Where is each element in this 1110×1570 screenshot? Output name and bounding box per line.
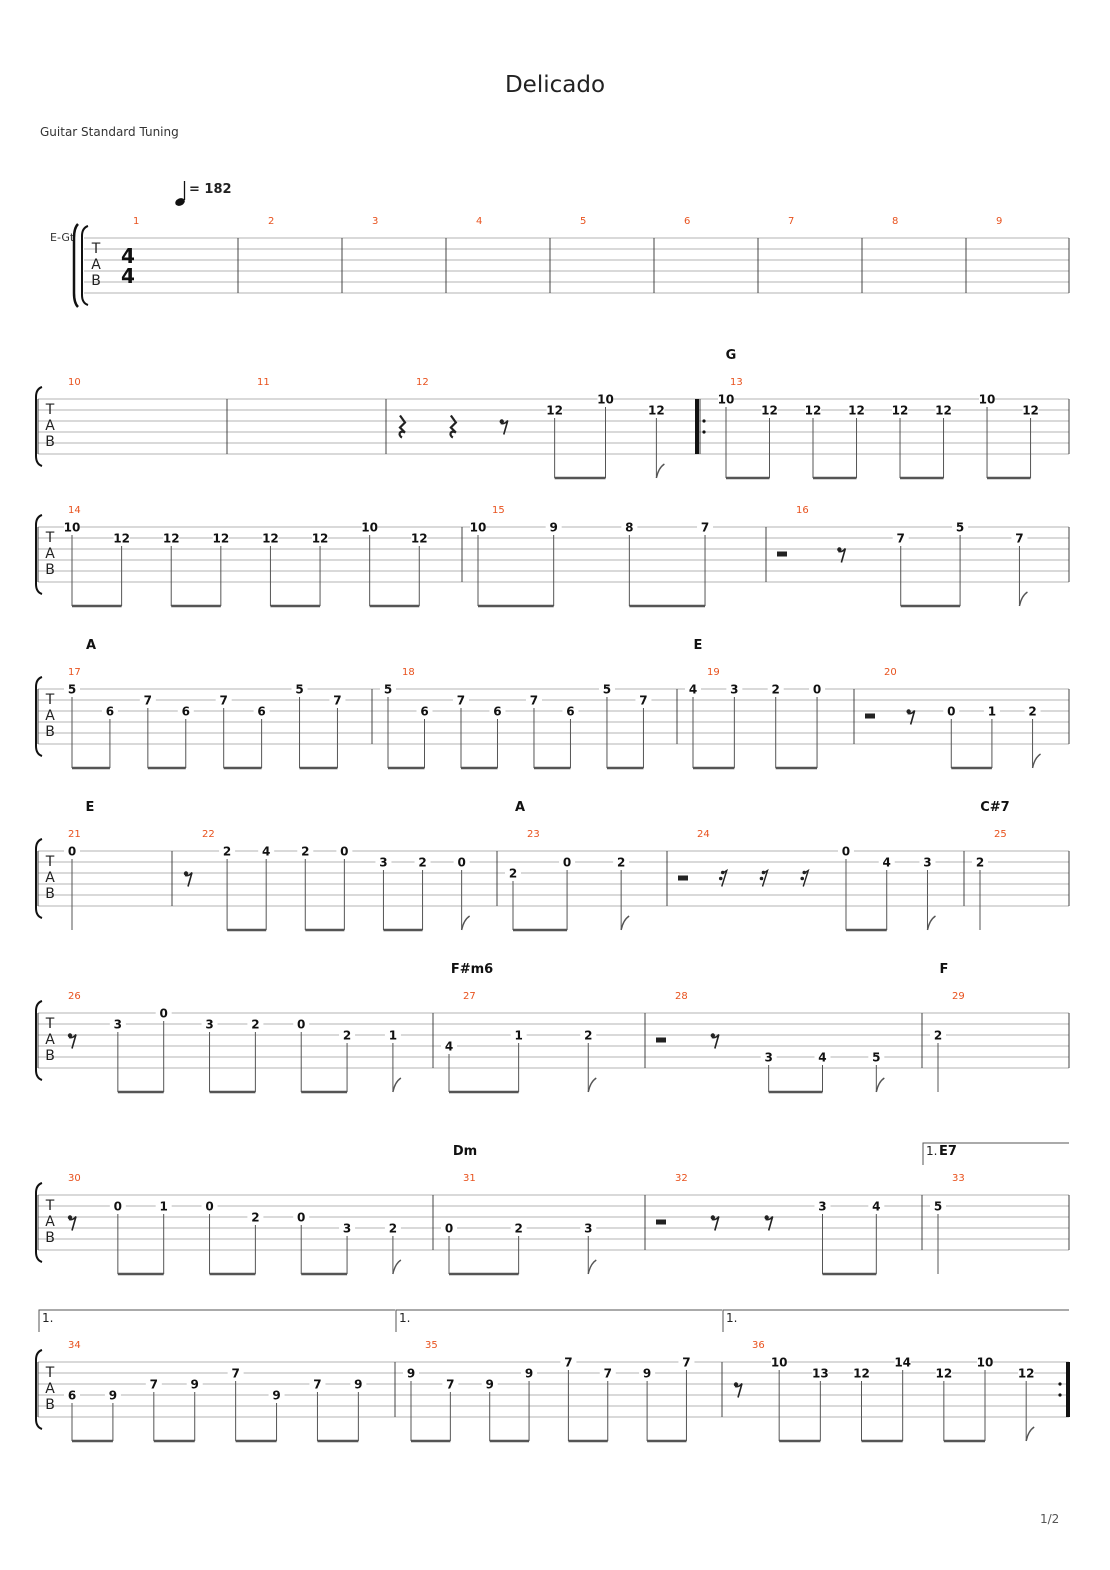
fret-number: 0: [812, 682, 822, 697]
fret-number: 10: [63, 520, 81, 535]
note-flag: [393, 1078, 401, 1092]
bar-number: 30: [68, 1173, 81, 1184]
fret-number: 5: [872, 1050, 881, 1065]
half-rest: [678, 876, 688, 881]
tab-clef-b: B: [45, 434, 55, 450]
tab-clef-t: T: [45, 530, 55, 546]
fret-number: 2: [251, 1210, 260, 1225]
fret-number: 1: [514, 1028, 523, 1043]
note-flag: [621, 916, 629, 930]
fret-number: 4: [262, 844, 271, 859]
fret-number: 12: [1017, 1366, 1035, 1381]
chord-name: F: [939, 962, 949, 977]
fret-number: 3: [379, 855, 388, 870]
tab-clef-b: B: [45, 1397, 55, 1413]
fret-number: 9: [524, 1366, 534, 1381]
fret-number: 2: [616, 855, 626, 870]
measure: [723, 1310, 1070, 1441]
fret-number: 5: [295, 682, 304, 697]
fret-number: 3: [764, 1050, 773, 1065]
measure: [777, 505, 1027, 606]
fret-number: 6: [181, 704, 190, 719]
chord-name: Dm: [452, 1144, 478, 1159]
fret-number: 5: [602, 682, 612, 697]
tab-clef-t: T: [45, 692, 55, 708]
note-flag: [588, 1078, 596, 1092]
bar-number: 16: [796, 505, 809, 516]
measure: [930, 962, 965, 1092]
tab-clef-t: T: [45, 854, 55, 870]
note-flag: [656, 464, 664, 478]
fret-number: 12: [935, 1366, 953, 1381]
fret-number: 10: [978, 392, 996, 407]
bar-number: 9: [996, 216, 1003, 227]
volta-label: 1.: [726, 1311, 738, 1325]
fret-number: 0: [159, 1006, 168, 1021]
tab-system: [36, 505, 1069, 606]
bar-number: 35: [425, 1340, 438, 1351]
fret-number: 2: [418, 855, 427, 870]
repeat-dot: [1058, 1382, 1061, 1385]
fret-number: 12: [848, 403, 865, 418]
bar-number: 7: [788, 216, 795, 227]
volta-bracket: [396, 1310, 722, 1332]
measure: [656, 1173, 884, 1274]
tab-clef-b: B: [45, 1230, 55, 1246]
fret-number: 4: [688, 682, 698, 697]
bar-number: 17: [68, 667, 81, 678]
fret-number: 7: [603, 1366, 612, 1381]
bar-number: 21: [68, 829, 81, 840]
bar-number: 27: [463, 991, 476, 1002]
tab-system: [36, 1310, 1070, 1441]
fret-number: 5: [933, 1199, 943, 1214]
fret-number: 3: [730, 682, 739, 697]
measure: [64, 505, 428, 606]
bar-number: 11: [257, 377, 270, 388]
measure: [39, 1310, 395, 1441]
bar-number: 6: [684, 216, 691, 227]
song-title: Delicado: [504, 72, 606, 98]
fret-number: 7: [639, 693, 648, 708]
fret-number: 3: [342, 1221, 352, 1236]
volta-label: 1.: [926, 1144, 938, 1158]
tuning-label: Guitar Standard Tuning: [40, 125, 179, 139]
fret-number: 7: [333, 693, 342, 708]
fret-number: 7: [143, 693, 153, 708]
fret-number: 10: [976, 1355, 994, 1370]
measure: [695, 348, 1039, 478]
time-signature-bottom: 4: [121, 264, 135, 288]
measure: [268, 216, 274, 227]
measure: [923, 1143, 1069, 1274]
fret-number: 12: [935, 403, 952, 418]
fret-number: 7: [700, 520, 710, 535]
tab-clef-a: A: [45, 870, 55, 886]
measure: [68, 1173, 401, 1274]
bar-number: 3: [372, 216, 379, 227]
measure: [400, 377, 665, 478]
fret-number: 10: [597, 392, 614, 407]
volta-label: 1.: [399, 1311, 411, 1325]
fret-number: 0: [841, 844, 851, 859]
tab-clef-a: A: [45, 1381, 55, 1397]
tab-system: [36, 348, 1069, 478]
sixteenth-rest-dot: [719, 877, 723, 881]
measure: [972, 800, 1010, 930]
page-number: 1/2: [1040, 1512, 1060, 1526]
repeat-dot: [1058, 1393, 1061, 1396]
fret-number: 0: [562, 855, 572, 870]
measure: [470, 505, 713, 606]
repeat-dot: [702, 430, 705, 433]
measure: [684, 216, 690, 227]
fret-number: 12: [648, 403, 665, 418]
measure: [678, 829, 935, 930]
bar-number: 24: [697, 829, 710, 840]
bar-number: 19: [707, 667, 720, 678]
fret-number: 0: [297, 1017, 306, 1032]
measure: [68, 377, 81, 388]
bar-number: 15: [492, 505, 505, 516]
bar-number: 10: [68, 377, 81, 388]
tab-clef-t: T: [45, 1016, 55, 1032]
chord-name: E: [85, 800, 95, 815]
sixteenth-rest-dot: [760, 877, 764, 881]
tab-clef-a: A: [45, 1032, 55, 1048]
fret-number: 12: [311, 531, 329, 546]
fret-number: 7: [682, 1355, 691, 1370]
measure: [441, 1144, 596, 1274]
fret-number: 10: [361, 520, 379, 535]
fret-number: 7: [456, 693, 466, 708]
note-flag: [393, 1260, 401, 1274]
tab-clef-t: T: [91, 241, 101, 257]
fret-number: 7: [564, 1355, 573, 1370]
fret-number: 2: [771, 682, 780, 697]
tab-clef-b: B: [91, 273, 101, 289]
fret-number: 13: [811, 1366, 829, 1381]
chord-name: C#7: [980, 800, 1010, 815]
measure: [996, 216, 1002, 227]
fret-number: 12: [162, 531, 180, 546]
bar-number: 5: [580, 216, 587, 227]
measure: [68, 991, 401, 1092]
fret-number: 6: [566, 704, 575, 719]
fret-number: 3: [205, 1017, 214, 1032]
fret-number: 10: [717, 392, 735, 407]
tab-system: [36, 638, 1069, 768]
tab-clef-b: B: [45, 562, 55, 578]
bar-number: 36: [752, 1340, 765, 1351]
fret-number: 7: [896, 531, 905, 546]
fret-number: 2: [222, 844, 232, 859]
bar-number: 20: [884, 667, 897, 678]
fret-number: 2: [508, 866, 518, 881]
fret-number: 7: [1015, 531, 1024, 546]
fret-number: 3: [584, 1221, 593, 1236]
fret-number: 1: [388, 1028, 398, 1043]
fret-number: 2: [342, 1028, 352, 1043]
tempo-value: = 182: [189, 182, 232, 197]
tab-clef-b: B: [45, 724, 55, 740]
fret-number: 7: [529, 693, 539, 708]
repeat-dot: [702, 419, 705, 422]
tab-clef-a: A: [91, 257, 101, 273]
fret-number: 9: [272, 1388, 281, 1403]
repeat-end-thick: [1066, 1362, 1070, 1417]
fret-number: 3: [818, 1199, 827, 1214]
fret-number: 9: [485, 1377, 494, 1392]
fret-number: 9: [190, 1377, 199, 1392]
tab-system: [74, 216, 1069, 307]
fret-number: 2: [975, 855, 985, 870]
fret-number: 2: [1028, 704, 1037, 719]
fret-number: 4: [872, 1199, 881, 1214]
bar-number: 18: [402, 667, 415, 678]
bar-number: 34: [68, 1340, 81, 1351]
fret-number: 6: [67, 1388, 77, 1403]
measure: [441, 962, 596, 1092]
fret-number: 12: [761, 403, 778, 418]
instrument-name: E-Gt: [50, 231, 75, 244]
measure: [788, 216, 794, 227]
half-rest: [656, 1038, 666, 1043]
fret-number: 5: [67, 682, 77, 697]
fret-number: 9: [549, 520, 558, 535]
bar-number: 32: [675, 1173, 688, 1184]
chord-name: F#m6: [450, 962, 494, 977]
measure: [257, 377, 270, 388]
fret-number: 4: [882, 855, 891, 870]
fret-number: 9: [108, 1388, 118, 1403]
quarter-rest: [450, 416, 455, 438]
volta-bracket: [723, 1310, 1069, 1332]
fret-number: 3: [113, 1017, 123, 1032]
bar-number: 33: [952, 1173, 965, 1184]
measure: [580, 216, 586, 227]
tab-clef-t: T: [45, 402, 55, 418]
bar-number: 14: [68, 505, 81, 516]
time-signature-top: 4: [121, 244, 135, 268]
tab-clef-a: A: [45, 708, 55, 724]
volta-label: 1.: [42, 1311, 54, 1325]
half-rest: [865, 714, 875, 719]
fret-number: 1: [159, 1199, 168, 1214]
tab-clef-b: B: [45, 886, 55, 902]
fret-number: 0: [947, 704, 956, 719]
measure: [865, 667, 1041, 768]
fret-number: 12: [804, 403, 822, 418]
bar-number: 29: [952, 991, 965, 1002]
repeat-start-thick: [695, 399, 699, 454]
half-rest: [777, 552, 787, 557]
measure: [396, 1310, 722, 1441]
fret-number: 10: [770, 1355, 788, 1370]
tab-system: [36, 1143, 1069, 1274]
tab-clef-b: B: [45, 1048, 55, 1064]
sixteenth-rest-dot: [800, 877, 804, 881]
tab-clef-a: A: [45, 546, 55, 562]
fret-number: 7: [219, 693, 228, 708]
chord-name: E: [693, 638, 703, 653]
fret-number: 1: [987, 704, 997, 719]
fret-number: 2: [514, 1221, 523, 1236]
measure: [64, 800, 94, 930]
staff-group-bracket: [74, 224, 78, 307]
note-flag: [1033, 754, 1041, 768]
fret-number: 5: [955, 520, 965, 535]
fret-number: 12: [1022, 403, 1039, 418]
fret-number: 10: [469, 520, 487, 535]
chord-name: G: [725, 348, 737, 363]
fret-number: 0: [205, 1199, 214, 1214]
fret-number: 7: [446, 1377, 455, 1392]
note-flag: [876, 1078, 884, 1092]
bar-number: 12: [416, 377, 429, 388]
fret-number: 2: [584, 1028, 593, 1043]
measure: [380, 667, 651, 768]
fret-number: 0: [297, 1210, 306, 1225]
fret-number: 5: [383, 682, 393, 697]
fret-number: 3: [923, 855, 932, 870]
fret-number: 12: [891, 403, 909, 418]
note-flag: [1026, 1427, 1034, 1441]
measure: [372, 216, 378, 227]
measure: [476, 216, 482, 227]
fret-number: 2: [251, 1017, 260, 1032]
tab-system: [36, 962, 1069, 1092]
fret-number: 2: [388, 1221, 398, 1236]
fret-number: 6: [493, 704, 502, 719]
bar-number: 1: [133, 216, 140, 227]
fret-number: 0: [67, 844, 77, 859]
tab-clef-t: T: [45, 1365, 55, 1381]
note-flag: [1019, 592, 1027, 606]
fret-number: 0: [444, 1221, 454, 1236]
fret-number: 14: [894, 1355, 912, 1370]
fret-number: 6: [257, 704, 266, 719]
measure: [505, 800, 629, 930]
note-flag: [462, 916, 470, 930]
bar-number: 2: [268, 216, 275, 227]
fret-number: 12: [262, 531, 279, 546]
fret-number: 12: [212, 531, 230, 546]
bar-number: 28: [675, 991, 688, 1002]
fret-number: 12: [410, 531, 428, 546]
tab-clef-t: T: [45, 1198, 55, 1214]
fret-number: 9: [406, 1366, 416, 1381]
fret-number: 2: [933, 1028, 943, 1043]
tempo-marking: [174, 181, 232, 207]
half-rest: [656, 1220, 666, 1225]
tab-clef-a: A: [45, 418, 55, 434]
chord-name: A: [85, 638, 97, 653]
quarter-rest: [400, 416, 405, 438]
measure: [133, 216, 139, 227]
bar-number: 4: [476, 216, 483, 227]
measure: [892, 216, 898, 227]
tab-clef-a: A: [45, 1214, 55, 1230]
fret-number: 7: [231, 1366, 240, 1381]
fret-number: 7: [313, 1377, 322, 1392]
chord-name: A: [514, 800, 526, 815]
fret-number: 9: [354, 1377, 363, 1392]
fret-number: 0: [113, 1199, 123, 1214]
fret-number: 6: [105, 704, 115, 719]
measure: [685, 638, 825, 768]
fret-number: 4: [444, 1039, 454, 1054]
fret-number: 2: [301, 844, 310, 859]
bar-number: 22: [202, 829, 215, 840]
measure: [184, 829, 470, 930]
measure: [64, 638, 345, 768]
volta-bracket: [39, 1310, 395, 1332]
fret-number: 0: [340, 844, 349, 859]
note-flag: [588, 1260, 596, 1274]
fret-number: 9: [642, 1366, 652, 1381]
bar-number: 26: [68, 991, 81, 1002]
tab-system: [36, 800, 1069, 930]
bar-number: 13: [730, 377, 743, 388]
fret-number: 6: [420, 704, 429, 719]
fret-number: 12: [853, 1366, 870, 1381]
bar-number: 23: [527, 829, 540, 840]
measure: [656, 991, 884, 1092]
bar-number: 8: [892, 216, 899, 227]
chord-name: E7: [939, 1144, 957, 1159]
fret-number: 0: [457, 855, 466, 870]
fret-number: 12: [546, 403, 563, 418]
fret-number: 7: [149, 1377, 158, 1392]
fret-number: 4: [818, 1050, 827, 1065]
note-flag: [927, 916, 935, 930]
bar-number: 31: [463, 1173, 476, 1184]
fret-number: 8: [625, 520, 634, 535]
bar-number: 25: [994, 829, 1007, 840]
fret-number: 12: [113, 531, 130, 546]
